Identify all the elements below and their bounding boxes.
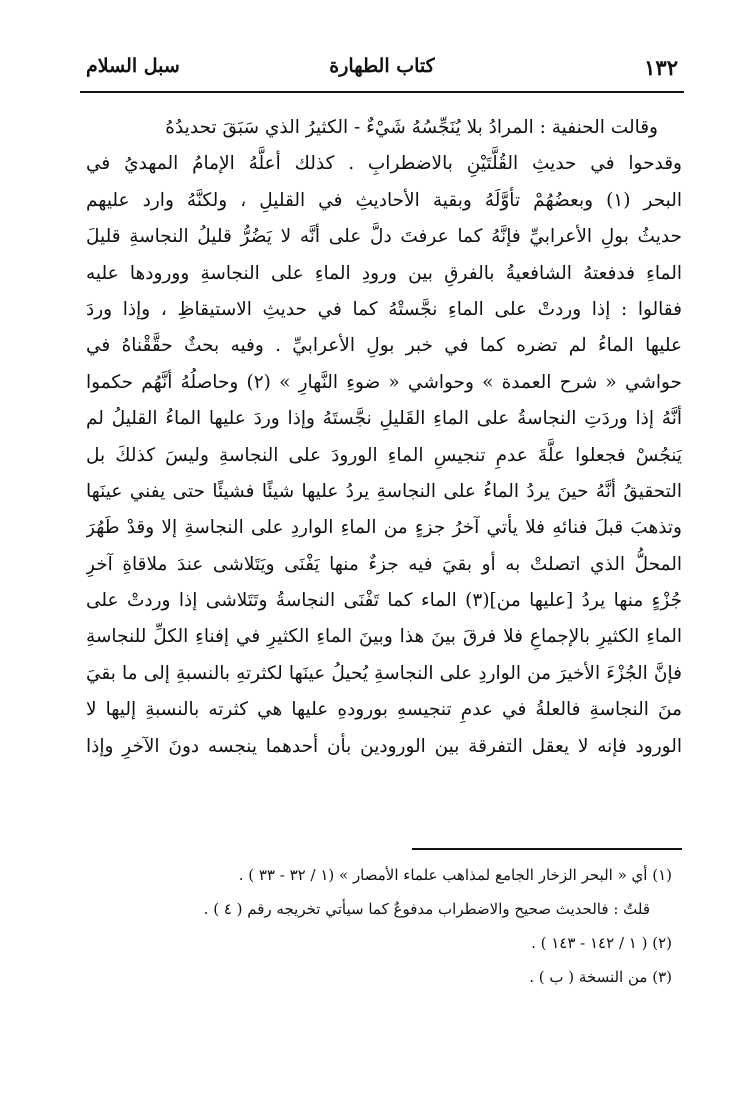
footnote-separator [412,848,682,850]
footnote-3: (٣) من النسخة ( ب ) . [529,968,672,986]
text-line: أنَّهُ إذا وردَتِ النجاسةُ على الماءِ القَليلِ نجَّستَهُ وإذا وردَ عليها الماءُ القليلُ لم [86,408,682,430]
footnote-2: (٢) ( ١ / ١٤٢ - ١٤٣ ) . [531,934,672,952]
text-line: منَ النجاسةِ فالعلةُ في عدمِ تنجيسهِ بورودهِ عليها هي كثرته بالنسبةِ إليها لا [86,699,682,721]
text-line: وقالت الحنفية : المرادُ بلا يُنَجِّسُهُ شَيْءٌ - الكثيرُ الذي سَبَقَ تحديدُهُ [165,117,658,138]
text-line: حديثُ بولِ الأعرابيِّ فإنَّهُ كما عرفتَ دلَّ على أنَّه لا يَضُرُّ قليلُ النجاسةِ قليلَ [86,226,682,248]
book-title: سبل السلام [86,55,180,77]
footnotes [120,858,672,994]
text-line: وتذهبَ قبلَ فنائهِ فلا يأتي آخرُ جزءٍ من الماءِ الواردِ على النجاسةِ إلا وقدْ طَهُرَ [86,517,682,539]
text-line: جُزْءٍ منها يردُ [عليها من](٣) الماء كما تَفْنَى النجاسةُ وتَتَلاشى إذا وردتْ على [86,590,682,612]
text-line: فإنَّ الجُزْءَ الأخيرَ من الواردِ على النجاسةِ يُحيلُ عينَها لكثرتهِ بالنسبةِ إلى ما بقيَ [86,662,682,684]
main-text [86,110,682,765]
footnote-1-comment: قلتُ : فالحديث صحيح والاضطراب مدفوعٌ كما سيأتي تخريجه رقم ( ٤ ) . [203,900,650,918]
text-line: وقدحوا في حديثِ القُلَّتَيْنِ بالاضطرابِ . كذلك أعلَّهُ الإمامُ المهديُ في [86,153,682,175]
text-line: عليها الماءُ لم تضره كما في خبر بولِ الأعرابيِّ . وفيه بحثٌ حقَّقْناهُ في [86,335,682,357]
page-number: ١٣٢ [644,55,678,80]
page-header [80,55,684,93]
text-line: التحقيقُ أنَّهُ حينَ يردُ الماءُ على النجاسةِ يردُ عليها شيئًا فشيئًا حتى يفني عينَها [86,480,682,502]
text-line: المحلُّ الذي اتصلتْ به أو بقيَ فيه جزءٌ منها يَفْنَى ويَتَلاشى عندَ ملاقاةِ آخرِ [86,553,682,575]
text-line: البحر (١) وبعضُهُمْ تأوَّلَهُ وبقية الأحاديثِ في القليلِ ، ولكنَّهُ وارد عليهم [86,189,682,211]
text-line: الماءِ فدفعتهُ الشافعيةُ بالفرقِ بين ورودِ الماءِ على النجاسةِ وورودها عليه [86,262,682,284]
text-line: يَنجُسْ فجعلوا علَّةَ عدمِ تنجيسِ الماءِ الورودَ على النجاسةِ وليسَ كذلكَ بل [86,444,682,466]
chapter-title: كتاب الطهارة [329,55,435,77]
text-line: حواشي « شرح العمدة » وحواشي « ضوءِ النَّهارِ » (٢) وحاصلُهُ أنَّهُم حكموا [86,371,682,393]
footnote-1: (١) أي « البحر الزخار الجامع لمذاهب علماء الأمصار » (١ / ٣٢ - ٣٣ ) . [238,866,672,884]
text-line: الورود فإنه لا يعقل التفرقة بين الورودين بأن أحدهما ينجسه دونَ الآخرِ وإذا [86,735,682,757]
text-line: فقالوا : إذا وردتْ على الماءِ نجَّستْهُ كما في حديثِ الاستيقاظِ ، وإذا وردَ [86,298,682,320]
text-line: الماءِ الكثيرِ بالإجماعِ فلا فرقَ بينَ هذا وبينَ الماءِ الكثيرِ في إفناءِ الكلِّ للنجاسةِ [86,626,682,648]
